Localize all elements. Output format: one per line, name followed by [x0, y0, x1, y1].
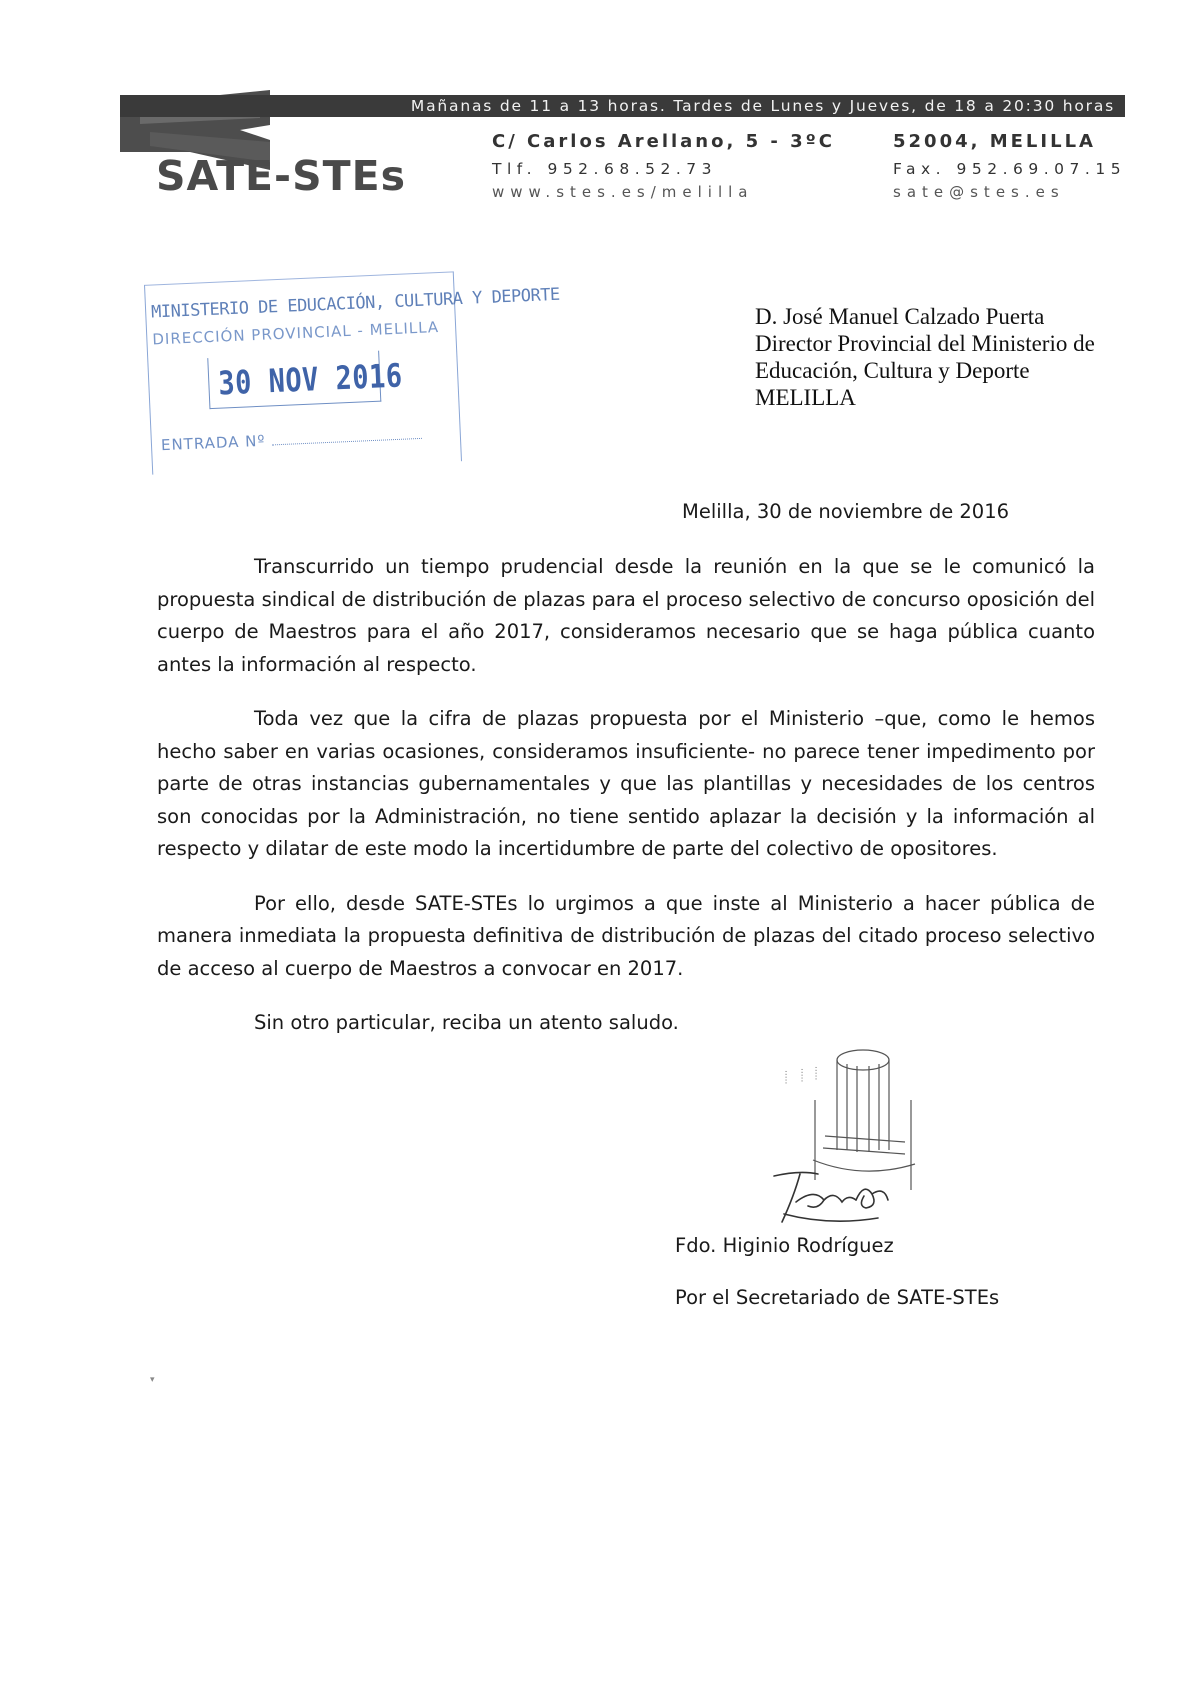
stamp-ministry: MINISTERIO DE EDUCACIÓN, CULTURA Y DEPORTE [150, 284, 561, 323]
signatory: Fdo. Higinio Rodríguez [675, 1234, 894, 1257]
opening-hours-bar: Mañanas de 11 a 13 horas. Tardes de Lunes y Jueves, de 18 a 20:30 horas [120, 95, 1125, 117]
body-paragraph-1: Transcurrido un tiempo prudencial desde la reunión en la que se le comunicó la propuesta sindical de distribución de plazas para el proceso selectivo de concurso oposición del cuerpo de Maestros para el año 2017, consideramos necesario que se haga pública cuanto antes la información al respecto. [157, 555, 1095, 676]
website: www.stes.es/melilla [492, 183, 754, 201]
phone-number: Tlf. 952.68.52.73 [492, 160, 717, 178]
recipient-department: Educación, Cultura y Deporte [755, 358, 1030, 383]
handwritten-signature [760, 1160, 910, 1230]
address-city: 52004, MELILLA [893, 131, 1096, 152]
stamp-office: DIRECCIÓN PROVINCIAL - MELILLA [152, 318, 440, 349]
stamp-entry-label: ENTRADA Nº [160, 431, 266, 455]
stamp-date: 30 NOV 2016 [217, 357, 404, 403]
fax-number: Fax. 952.69.07.15 [893, 160, 1127, 178]
svg-text:·····: ····· [796, 1068, 806, 1083]
organization-logo: SATE-STEs [156, 152, 406, 200]
place-and-date: Melilla, 30 de noviembre de 2016 [682, 500, 1010, 523]
recipient-city: MELILLA [755, 385, 856, 410]
recipient-block [755, 303, 1095, 411]
letter-body [157, 551, 1095, 1062]
body-paragraph-2: Toda vez que la cifra de plazas propuesta por el Ministerio –que, como le hemos hecho saber en varias ocasiones, consideramos insuficiente- no parece tener impedimento por parte de otras instancias gubernamentales y que las plantillas y necesidades de los centros son conocidas por la Administración, no tiene sentido aplazar la decisión y la información al respecto y dilatar de este modo la incertidumbre de parte del colectivo de opositores. [157, 707, 1095, 860]
signatory-role: Por el Secretariado de SATE-STEs [675, 1286, 1000, 1309]
body-paragraph-3: Por ello, desde SATE-STEs lo urgimos a que inste al Ministerio a hacer pública de manera inmediata la propuesta definitiva de distribución de plazas del citado proceso selectivo de acceso al cuerpo de Maestros a convocar en 2017. [157, 891, 1095, 980]
scan-speck: ▾ [150, 1375, 155, 1385]
closing-line: Sin otro particular, reciba un atento saludo. [254, 1011, 679, 1034]
svg-text:·····: ····· [810, 1066, 820, 1081]
registration-stamp [144, 271, 561, 474]
address-street: C/ Carlos Arellano, 5 - 3ºC [492, 131, 836, 152]
svg-text:·····: ····· [780, 1070, 790, 1085]
recipient-title: Director Provincial del Ministerio de [755, 331, 1095, 356]
email-address: sate@stes.es [893, 183, 1065, 201]
recipient-name: D. José Manuel Calzado Puerta [755, 304, 1045, 329]
